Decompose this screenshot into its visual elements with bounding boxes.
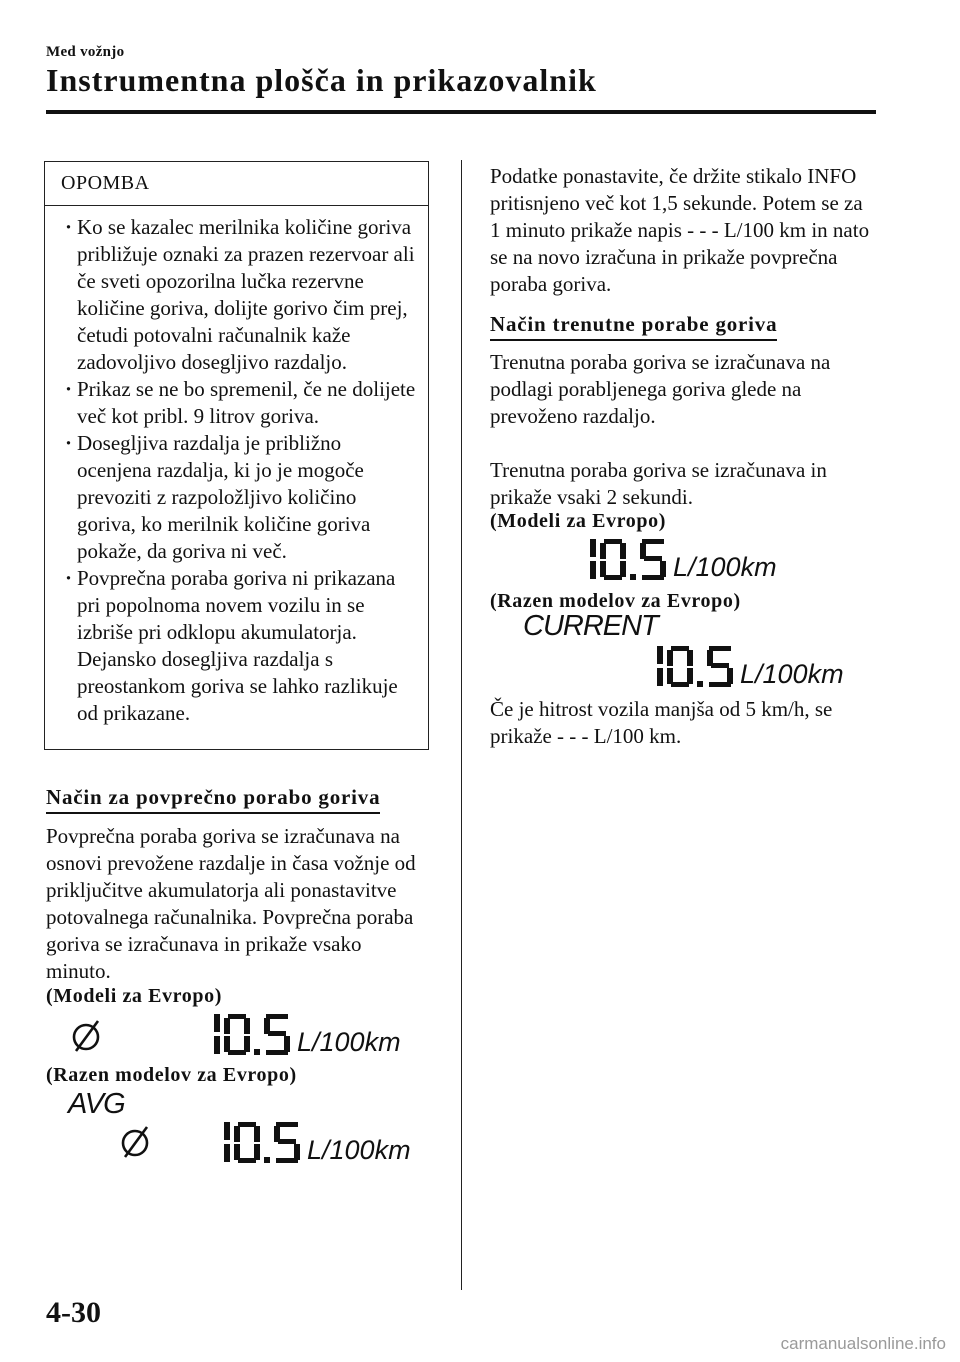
unit-label: L/100km [673, 552, 777, 582]
current-heading: Način trenutne porabe goriva [490, 312, 777, 341]
label-europe-avg: (Modeli za Evropo) [46, 985, 222, 1007]
watermark: carmanualsonline.info [780, 1334, 946, 1353]
current-display-europe [588, 537, 668, 586]
avg-description: Povprečna poraba goriva se izračunava na osnovi prevožene razdalje in časa vožnje od priključitve akumulatorja ali ponastavitve potovalnega računalnika. Povprečna poraba goriva se izračunava in prikaže vsako minuto. [46, 824, 416, 983]
current-paragraph-2 [490, 457, 878, 511]
title-rule [46, 110, 876, 114]
avg-paragraph [46, 823, 431, 985]
avg-display-europe [212, 1012, 292, 1061]
label-non-europe-avg: (Razen modelov za Evropo) [46, 1064, 297, 1086]
section-label: Med vožnjo [46, 44, 125, 60]
reset-paragraph [490, 163, 878, 298]
note-item: · Povprečna poraba goriva ni prikazana pri popolnoma novem vozilu in se izbriše pri odklopu akumulatorja. Dejansko dosegljiva razdalja s preostankom goriva se lahko razlikuje od prikazane. [77, 565, 418, 727]
unit-label: L/100km [307, 1135, 411, 1165]
avg-heading: Način za povprečno porabo goriva [46, 785, 380, 814]
page-number: 4-30 [46, 1296, 101, 1329]
current-display-other [655, 644, 735, 693]
note-list [45, 206, 428, 727]
current-tag: CURRENT [523, 610, 658, 642]
note-heading: OPOMBA [45, 162, 428, 206]
note-item: · Dosegljiva razdalja je približno ocenjena razdalja, ki jo je mogoče prevoziti z razpoložljivo količino goriva, ko merilnik količine goriva pokaže, da goriva ni več. [77, 430, 418, 565]
unit-label: L/100km [740, 659, 844, 689]
current-description-1: Trenutna poraba goriva se izračunava na podlagi porabljenega goriva glede na prevoženo razdaljo. [490, 350, 831, 428]
label-europe-current: (Modeli za Evropo) [490, 510, 666, 532]
current-paragraph-1 [490, 349, 878, 430]
avg-diameter-icon [117, 1124, 157, 1165]
current-description-2: Trenutna poraba goriva se izračunava in prikaže vsaki 2 sekundi. [490, 458, 827, 509]
speed-note [490, 696, 878, 750]
unit-label: L/100km [297, 1027, 401, 1057]
segment-digits [212, 1012, 292, 1056]
avg-tag: AVG [68, 1088, 125, 1120]
note-item: · Ko se kazalec merilnika količine goriva približuje oznaki za prazen rezervoar ali če sveti opozorilna lučka rezervne količine goriva, dolijte gorivo čim prej, četudi potovalni računalnik kaže zadovoljivo dosegljivo razdaljo. [77, 214, 418, 376]
column-divider [461, 160, 462, 1290]
reset-description: Podatke ponastavite, če držite stikalo INFO pritisnjeno več kot 1,5 sekunde. Potem se za 1 minuto prikaže napis - - - L/100 km in nato se na novo izračuna in prikaže povprečna poraba goriva. [490, 164, 870, 296]
avg-diameter-icon [68, 1018, 108, 1059]
segment-digits [222, 1120, 302, 1164]
page-title: Instrumentna plošča in prikazovalnik [46, 62, 597, 98]
note-item: · Prikaz se ne bo spremenil, če ne dolijete več kot pribl. 9 litrov goriva. [77, 376, 418, 430]
note-box [44, 161, 429, 750]
speed-note-text: Če je hitrost vozila manjša od 5 km/h, se prikaže - - - L/100 km. [490, 697, 833, 748]
avg-display-other [222, 1120, 302, 1169]
label-non-europe-current: (Razen modelov za Evropo) [490, 590, 741, 612]
segment-digits [588, 537, 668, 581]
segment-digits [655, 644, 735, 688]
